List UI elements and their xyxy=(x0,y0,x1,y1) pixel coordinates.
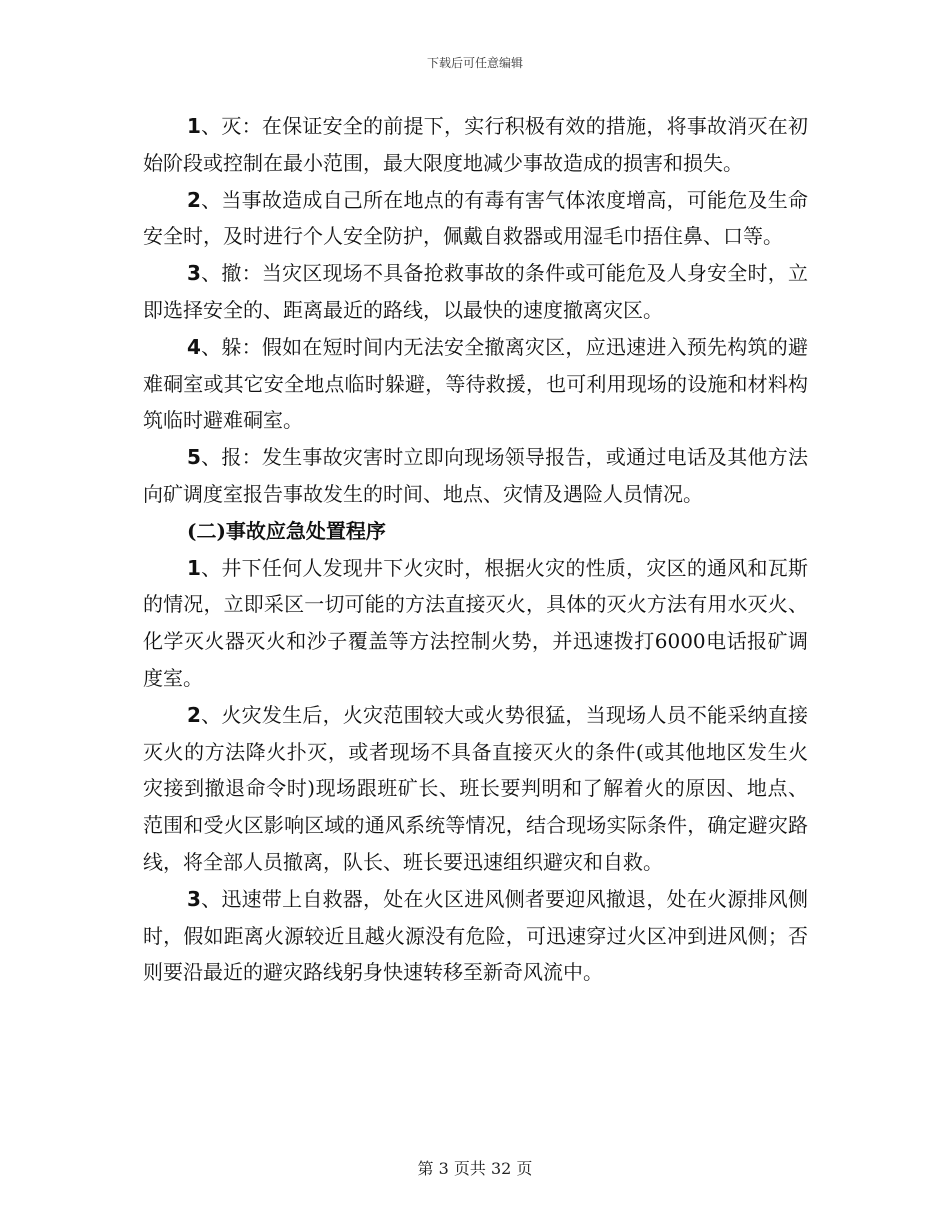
paragraph-number: 4 xyxy=(187,334,201,359)
paragraph-text: 、躲：假如在短时间内无法安全撤离灾区，应迅速进入预先构筑的避难硐室或其它安全地点临时躲避，等待救援，也可利用现场的设施和材料构筑临时避难硐室。 xyxy=(143,334,808,433)
paragraph-1 xyxy=(143,108,808,182)
document-body xyxy=(143,108,808,991)
paragraph-number: 2 xyxy=(187,187,201,212)
procedure-paragraph-1 xyxy=(143,550,808,697)
paragraph-2 xyxy=(143,182,808,256)
page-header-note: 下载后可任意编辑 xyxy=(426,56,523,70)
paragraph-number: 5 xyxy=(187,445,201,470)
paragraph-text: 、灭：在保证安全的前提下，实行积极有效的措施，将事故消灭在初始阶段或控制在最小范围，最大限度地减少事故造成的损害和损失。 xyxy=(143,114,808,175)
paragraph-5 xyxy=(143,439,808,513)
paragraph-3 xyxy=(143,255,808,329)
paragraph-text: 、撤：当灾区现场不具备抢救事故的条件或可能危及人身安全时，立即选择安全的、距离最近的路线，以最快的速度撤离灾区。 xyxy=(143,261,808,322)
paragraph-4 xyxy=(143,329,808,439)
procedure-paragraph-3 xyxy=(143,881,808,991)
paragraph-text: 、井下任何人发现井下火灾时，根据火灾的性质，灾区的通风和瓦斯的情况，立即采区一切可能的方法直接灭火，具体的灭火方法有用水灭火、化学灭火器灭火和沙子覆盖等方法控制火势，并迅速拨打6000电话报矿调度室。 xyxy=(143,555,808,690)
section-heading: (二)事故应急处置程序 xyxy=(187,518,386,543)
paragraph-number: 1 xyxy=(187,114,201,138)
paragraph-number: 2 xyxy=(187,702,201,727)
paragraph-number: 1 xyxy=(187,555,201,580)
paragraph-number: 3 xyxy=(187,886,201,911)
procedure-paragraph-2 xyxy=(143,697,808,881)
page-number-footer: 第 3 页共 32 页 xyxy=(417,1159,533,1178)
paragraph-text: 、报：发生事故灾害时立即向现场领导报告，或通过电话及其他方法向矿调度室报告事故发生的时间、地点、灾情及遇险人员情况。 xyxy=(143,445,808,506)
paragraph-text: 、火灾发生后，火灾范围较大或火势很猛，当现场人员不能采纳直接灭火的方法降火扑灭，或者现场不具备直接灭火的条件(或其他地区发生火灾接到撤退命令时)现场跟班矿长、班长要判明和了解着火的原因、地点、范围和受火区影响区域的通风系统等情况，结合现场实际条件，确定避灾路线，将全部人员撤离，队长、班长要迅速组织避灾和自救。 xyxy=(143,702,808,874)
paragraph-text: 、迅速带上自救器，处在火区进风侧者要迎风撤退，处在火源排风侧时，假如距离火源较近且越火源没有危险，可迅速穿过火区冲到进风侧；否则要沿最近的避灾路线躬身快速转移至新奇风流中。 xyxy=(143,886,808,985)
paragraph-number: 3 xyxy=(187,261,201,286)
paragraph-text: 、当事故造成自己所在地点的有毒有害气体浓度增高，可能危及生命安全时，及时进行个人安全防护，佩戴自救器或用湿毛巾捂住鼻、口等。 xyxy=(143,187,808,249)
